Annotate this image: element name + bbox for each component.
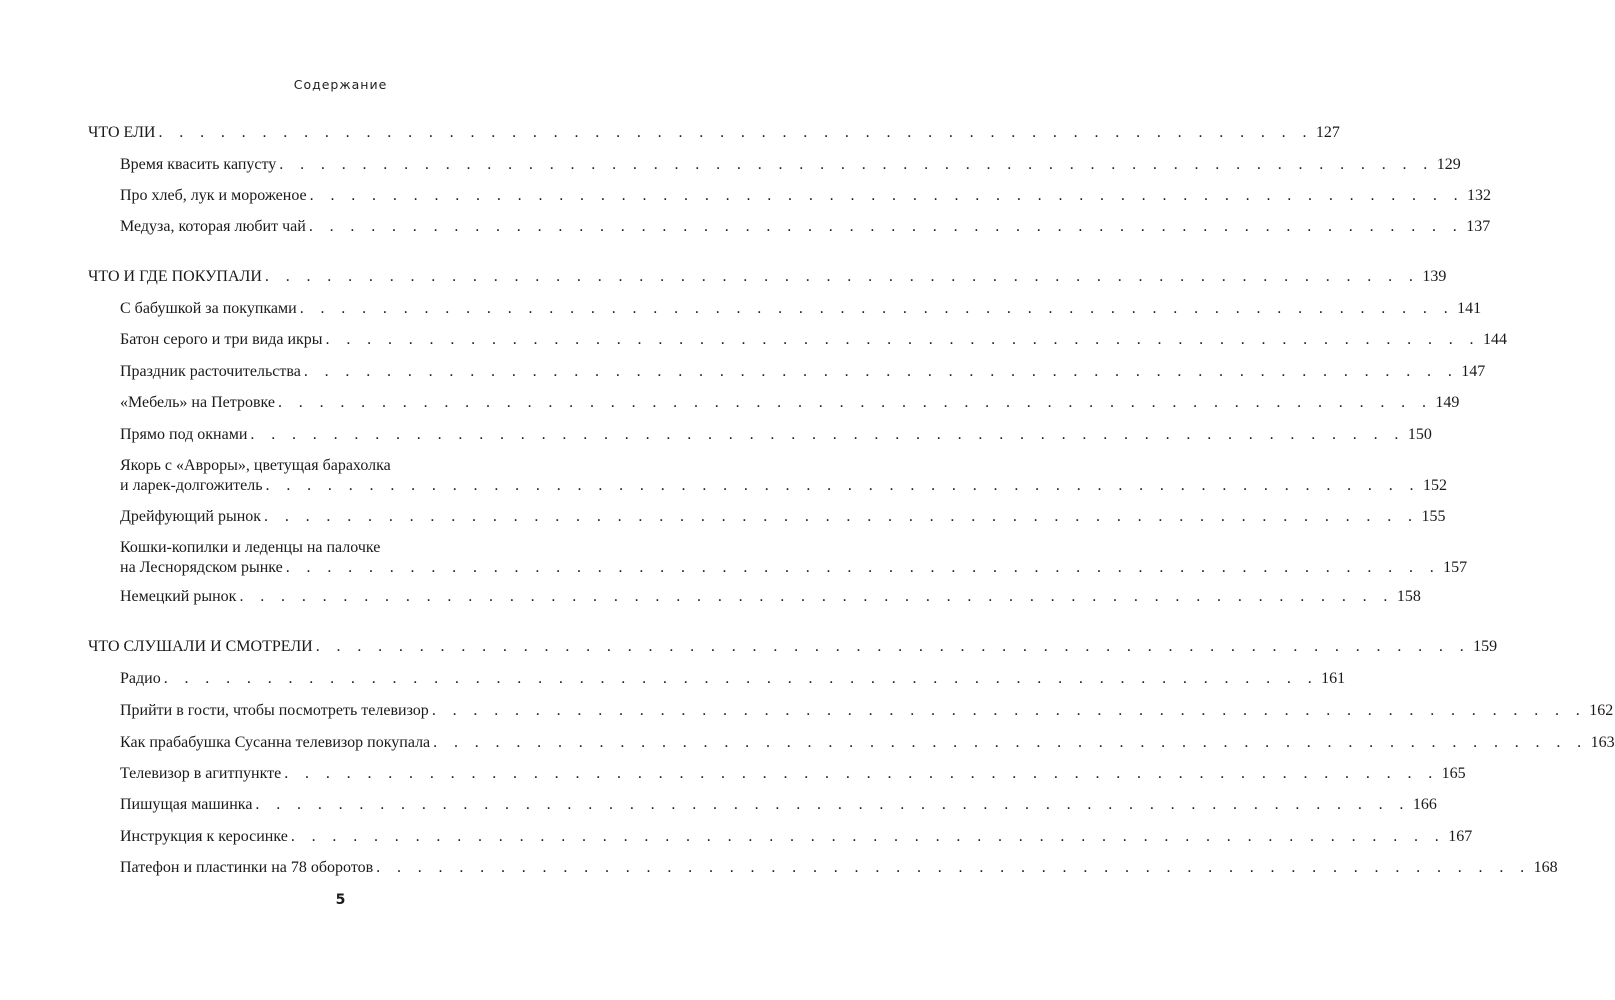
toc-section-title: ЧТО СЛУШАЛИ И СМОТРЕЛИ xyxy=(88,638,313,655)
toc-page-number: 137 xyxy=(1466,218,1491,235)
toc-entry[interactable] xyxy=(120,795,1437,815)
toc-section-title: ЧТО И ГДЕ ПОКУПАЛИ xyxy=(88,268,262,285)
dot-leader: . . . . . . . . . . . . . . . . . . . . . . . . . . . . . . . . . . . . . . . . . . . . . . . . . . . . . . . . xyxy=(299,300,1455,317)
dot-leader: . . . . . . . . . . . . . . . . . . . . . . . . . . . . . . . . . . . . . . . . . . . . . . . . . . . . . . . . xyxy=(163,670,1319,687)
toc-entry[interactable] xyxy=(120,669,1346,689)
toc-entry-title-line1: Кошки-копилки и леденцы на палочке xyxy=(120,539,381,556)
dot-leader: . . . . . . . . . . . . . . . . . . . . . . . . . . . . . . . . . . . . . . . . . . . . . . . . . . . . . . . . xyxy=(303,363,1459,380)
toc-page-number: 168 xyxy=(1533,859,1558,876)
toc-entry[interactable] xyxy=(120,186,1492,206)
toc-page-number: 165 xyxy=(1441,765,1466,782)
toc-entry-title: Праздник расточительства xyxy=(120,363,301,380)
toc-page-number: 152 xyxy=(1422,477,1447,494)
toc-entry-title-line1: Якорь с «Авроры», цветущая барахолка xyxy=(120,457,391,474)
toc-entry[interactable] xyxy=(120,425,1432,445)
toc-section-heading[interactable] xyxy=(88,637,1498,657)
toc-entry[interactable] xyxy=(120,858,1558,878)
toc-entry[interactable] xyxy=(120,362,1486,382)
toc-page-number: 129 xyxy=(1436,156,1461,173)
toc-entry-title: «Мебель» на Петровке xyxy=(120,394,275,411)
dot-leader: . . . . . . . . . . . . . . . . . . . . . . . . . . . . . . . . . . . . . . . . . . . . . . . . . . . . . . . . xyxy=(376,859,1531,876)
dot-leader: . . . . . . . . . . . . . . . . . . . . . . . . . . . . . . . . . . . . . . . . . . . . . . . . . . . . . . . . xyxy=(308,218,1464,235)
toc-page-number: 166 xyxy=(1412,796,1437,813)
dot-leader: . . . . . . . . . . . . . . . . . . . . . . . . . . . . . . . . . . . . . . . . . . . . . . . . . . . . . . . . xyxy=(279,156,1434,173)
toc-page-number: 127 xyxy=(1315,124,1340,141)
toc-page-number: 155 xyxy=(1421,508,1446,525)
toc-entry[interactable] xyxy=(120,330,1507,350)
toc-entry-title: С бабушкой за покупками xyxy=(120,300,297,317)
toc-entry-title: Патефон и пластинки на 78 оборотов xyxy=(120,859,374,876)
toc-page-number: 139 xyxy=(1422,268,1447,285)
toc-section-title: ЧТО ЕЛИ xyxy=(88,124,156,141)
dot-leader: . . . . . . . . . . . . . . . . . . . . . . . . . . . . . . . . . . . . . . . . . . . . . . . . . . . . . . . . xyxy=(325,331,1480,348)
toc-entry-title: Дрейфующий рынок xyxy=(120,508,262,525)
toc-page-number: 149 xyxy=(1435,394,1460,411)
dot-leader: . . . . . . . . . . . . . . . . . . . . . . . . . . . . . . . . . . . . . . . . . . . . . . . . . . . . . . . . xyxy=(277,394,1433,411)
dot-leader: . . . . . . . . . . . . . . . . . . . . . . . . . . . . . . . . . . . . . . . . . . . . . . . . . . . . . . . . xyxy=(433,734,1588,751)
toc-entry[interactable] xyxy=(120,701,1614,721)
dot-leader: . . . . . . . . . . . . . . . . . . . . . . . . . . . . . . . . . . . . . . . . . . . . . . . . . . . . . . . . xyxy=(290,828,1446,845)
dot-leader: . . . . . . . . . . . . . . . . . . . . . . . . . . . . . . . . . . . . . . . . . . . . . . . . . . . . . . . . xyxy=(431,702,1587,719)
toc-entry-title: Медуза, которая любит чай xyxy=(120,218,306,235)
toc-page-number: 144 xyxy=(1482,331,1507,348)
dot-leader: . . . . . . . . . . . . . . . . . . . . . . . . . . . . . . . . . . . . . . . . . . . . . . . . . . . . . . . . xyxy=(158,124,1313,141)
toc-entry-title: Время квасить капусту xyxy=(120,156,277,173)
toc-entry-title: Телевизор в агитпункте xyxy=(120,765,282,782)
dot-leader: . . . . . . . . . . . . . . . . . . . . . . . . . . . . . . . . . . . . . . . . . . . . . . . . . . . . . . . . xyxy=(265,477,1420,494)
toc-page-number: 157 xyxy=(1443,559,1468,576)
toc-entry-title: Про хлеб, лук и мороженое xyxy=(120,187,307,204)
toc-page-number: 158 xyxy=(1396,588,1421,605)
dot-leader: . . . . . . . . . . . . . . . . . . . . . . . . . . . . . . . . . . . . . . . . . . . . . . . . . . . . . . . . xyxy=(264,268,1420,285)
toc-entry[interactable] xyxy=(120,764,1466,784)
toc-page-number: 163 xyxy=(1590,734,1615,751)
toc-entry[interactable] xyxy=(120,393,1460,413)
toc-entry-title: Прямо под окнами xyxy=(120,426,248,443)
toc-entry[interactable] xyxy=(120,155,1461,175)
dot-leader: . . . . . . . . . . . . . . . . . . . . . . . . . . . . . . . . . . . . . . . . . . . . . . . . . . . . . . . . xyxy=(264,508,1419,525)
toc-entry[interactable] xyxy=(120,507,1446,527)
dot-leader: . . . . . . . . . . . . . . . . . . . . . . . . . . . . . . . . . . . . . . . . . . . . . . . . . . . . . . . . xyxy=(250,426,1405,443)
toc-entry[interactable] xyxy=(120,733,1615,753)
toc-entry-title: Прийти в гости, чтобы посмотреть телевизор xyxy=(120,702,429,719)
toc-entry-title: Пишущая машинка xyxy=(120,796,253,813)
dot-leader: . . . . . . . . . . . . . . . . . . . . . . . . . . . . . . . . . . . . . . . . . . . . . . . . . . . . . . . . xyxy=(255,796,1410,813)
toc-entry[interactable] xyxy=(120,456,1447,496)
toc-entry[interactable] xyxy=(120,587,1421,607)
dot-leader: . . . . . . . . . . . . . . . . . . . . . . . . . . . . . . . . . . . . . . . . . . . . . . . . . . . . . . . . xyxy=(315,638,1471,655)
toc-page-number: 147 xyxy=(1461,363,1486,380)
toc-section-heading[interactable] xyxy=(88,123,1340,143)
toc-entry-title: Инструкция к керосинке xyxy=(120,828,288,845)
toc-entry-title: Батон серого и три вида икры xyxy=(120,331,323,348)
toc-page-number: 132 xyxy=(1467,187,1492,204)
toc-entry[interactable] xyxy=(120,827,1473,847)
toc-entry-title: Радио xyxy=(120,670,161,687)
page-number: 5 xyxy=(335,892,346,908)
toc-entry-title-line2: и ларек-долгожитель xyxy=(120,477,263,494)
toc-entry-title-line2: на Леснорядском рынке xyxy=(120,559,283,576)
dot-leader: . . . . . . . . . . . . . . . . . . . . . . . . . . . . . . . . . . . . . . . . . . . . . . . . . . . . . . . . xyxy=(309,187,1465,204)
toc-section-heading[interactable] xyxy=(88,267,1447,287)
toc-entry-title: Как прабабушка Сусанна телевизор покупала xyxy=(120,734,431,751)
toc-entry[interactable] xyxy=(120,538,1468,578)
running-head: Содержание xyxy=(293,77,388,92)
toc-page-number: 167 xyxy=(1448,828,1473,845)
toc-entry[interactable] xyxy=(120,217,1491,237)
toc-page-number: 150 xyxy=(1407,426,1432,443)
toc-page-number: 161 xyxy=(1321,670,1346,687)
toc-entry[interactable] xyxy=(120,299,1482,319)
dot-leader: . . . . . . . . . . . . . . . . . . . . . . . . . . . . . . . . . . . . . . . . . . . . . . . . . . . . . . . . xyxy=(285,559,1441,576)
dot-leader: . . . . . . . . . . . . . . . . . . . . . . . . . . . . . . . . . . . . . . . . . . . . . . . . . . . . . . . . xyxy=(284,765,1439,782)
toc-page-number: 162 xyxy=(1589,702,1614,719)
toc-page-number: 141 xyxy=(1457,300,1482,317)
toc-page-number: 159 xyxy=(1473,638,1498,655)
toc-entry-title: Немецкий рынок xyxy=(120,588,237,605)
dot-leader: . . . . . . . . . . . . . . . . . . . . . . . . . . . . . . . . . . . . . . . . . . . . . . . . . . . . . . . . xyxy=(239,588,1394,605)
